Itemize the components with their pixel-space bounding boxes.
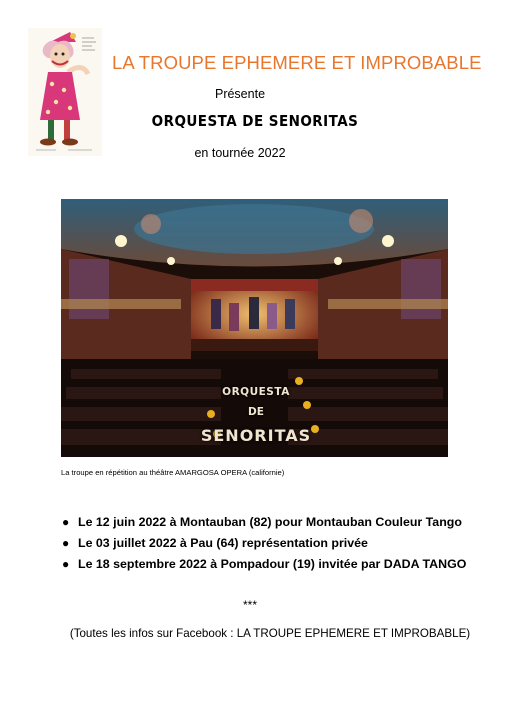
- event-item: [62, 554, 492, 575]
- photo-overlay-line3: SENORITAS: [200, 426, 312, 445]
- tour-label: en tournée 2022: [194, 146, 286, 160]
- event-text: Le 18 septembre 2022 à Pompadour (19) invitée par DADA TANGO: [78, 557, 467, 571]
- presents-label: Présente: [214, 87, 266, 101]
- event-list: [62, 512, 492, 575]
- bullet-icon: ●: [62, 557, 70, 571]
- theatre-photo: [61, 199, 448, 457]
- event-item: [62, 512, 492, 533]
- clown-illustration: [28, 28, 102, 156]
- bullet-icon: ●: [62, 536, 70, 550]
- facebook-info: (Toutes les infos sur Facebook : LA TROUPE EPHEMERE ET IMPROBABLE): [69, 627, 471, 640]
- separator: ***: [242, 598, 257, 612]
- event-text: Le 12 juin 2022 à Montauban (82) pour Montauban Couleur Tango: [78, 515, 462, 529]
- troupe-title: LA TROUPE EPHEMERE ET IMPROBABLE: [112, 52, 482, 73]
- show-title: ORQUESTA DE SENORITAS: [151, 112, 359, 130]
- event-text: Le 03 juillet 2022 à Pau (64) représentation privée: [78, 536, 368, 550]
- event-item: [62, 533, 492, 554]
- photo-overlay-line1: ORQUESTA: [222, 386, 290, 398]
- photo-caption: La troupe en répétition au théâtre AMARGOSA OPERA (californie): [61, 468, 285, 477]
- photo-overlay-line2: DE: [248, 406, 264, 418]
- bullet-icon: ●: [62, 515, 70, 529]
